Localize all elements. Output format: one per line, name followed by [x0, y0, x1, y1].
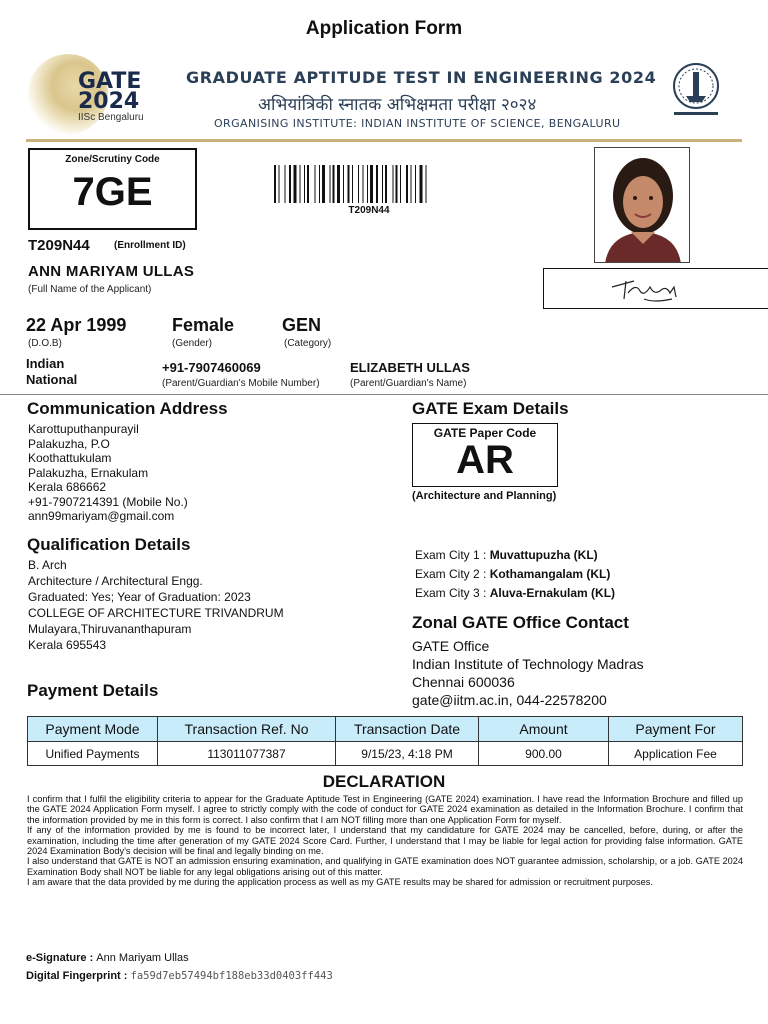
qualification-heading: Qualification Details	[27, 535, 191, 554]
declaration-paragraph: I confirm that I fulfil the eligibility criteria to appear for the Graduate Aptitude Test in Engineering (GATE 2024) examination. I have read the Information Brochure and filled up the GATE 2024 Application Form myself. I agree to strictly comply with the code of conduct for GATE 2024 examination as detailed in the Information Brochure. I confirm that the information provided by me in this form is correct. I also confirm that I am NOT filling more than one Application Form for myself.	[27, 794, 743, 825]
col-amount: Amount	[479, 717, 609, 742]
zonal-line: gate@iitm.ac.in, 044-22578200	[412, 692, 607, 708]
signature-box	[543, 268, 768, 309]
col-transaction-ref: Transaction Ref. No	[158, 717, 336, 742]
address-line: Koothattukulam	[28, 451, 112, 465]
declaration-paragraph: I am aware that the data provided by me during the application process as well as my GATE results may be shared for admission or recruitment purposes.	[27, 877, 653, 888]
category-value: GEN	[282, 315, 322, 335]
zonal-line: GATE Office	[412, 638, 490, 654]
declaration-paragraph: If any of the information provided by me is found to be incorrect later, I understand that my candidature for GATE 2024 may be cancelled, before, during, or after the examination, including the time after generation of my GATE 2024 Score Card. Further, I understand that I may be liable for legal action for providing false information. GATE 2024 Examination Body’s decision will be final and legally binding on me.	[27, 825, 743, 857]
exam-details-heading: GATE Exam Details	[412, 399, 569, 418]
qualification-line: COLLEGE OF ARCHITECTURE TRIVANDRUM	[28, 606, 284, 620]
applicant-name: ANN MARIYAM ULLAS	[28, 263, 195, 280]
zone-code-value: 7GE	[72, 170, 153, 214]
col-payment-for: Payment For	[609, 717, 743, 742]
col-payment-mode: Payment Mode	[28, 717, 158, 742]
address-email: ann99mariyam@gmail.com	[28, 509, 175, 523]
cell-transaction-date: 9/15/23, 4:18 PM	[336, 742, 479, 766]
address-line: Palakuzha, Ernakulam	[28, 465, 149, 480]
zonal-line: Indian Institute of Technology Madras	[412, 656, 644, 672]
section-divider	[0, 394, 768, 395]
barcode-text: T209N44	[348, 205, 390, 216]
paper-code-box	[412, 423, 558, 487]
address-mobile: +91-7907214391 (Mobile No.)	[28, 494, 188, 509]
exam-title-hindi: अभियांत्रिकी स्नातक अभिक्षमता परीक्षा २०२४	[258, 95, 537, 115]
col-transaction-date: Transaction Date	[336, 717, 479, 742]
qualification-details	[28, 557, 284, 653]
qualification-line: Graduated: Yes; Year of Graduation: 2023	[28, 590, 251, 604]
zone-code-box	[28, 148, 197, 230]
logo-year: 2024	[78, 89, 140, 114]
enrollment-id: T209N44	[28, 237, 90, 254]
paper-code-label: GATE Paper Code	[433, 426, 537, 440]
exam-title-english: GRADUATE APTITUDE TEST IN ENGINEERING 2024	[186, 68, 657, 87]
table-row	[28, 742, 743, 766]
address-line: Karottuputhanpurayil	[28, 422, 139, 436]
guardian-mobile: +91-7907460069	[162, 360, 261, 375]
cell-amount: 900.00	[479, 742, 609, 766]
dob-label: (D.O.B)	[28, 338, 62, 349]
zonal-office-contact	[412, 637, 644, 709]
guardian-name-label: (Parent/Guardian's Name)	[350, 378, 467, 389]
address-line: Kerala 686662	[28, 480, 107, 494]
page-title: Application Form	[305, 18, 463, 39]
communication-address	[28, 422, 188, 524]
declaration-text	[27, 794, 743, 888]
photo-portrait-icon	[595, 148, 690, 263]
zone-code-label: Zone/Scrutiny Code	[65, 154, 160, 165]
nationality: Indian National	[26, 356, 78, 387]
paper-name: (Architecture and Planning)	[412, 490, 557, 502]
exam-city-1: Exam City 1 : Muvattupuzha (KL)	[415, 548, 598, 562]
applicant-photo	[594, 147, 690, 263]
qualification-line: B. Arch	[28, 558, 67, 572]
guardian-mobile-label: (Parent/Guardian's Mobile Number)	[162, 378, 320, 389]
organiser-line: ORGANISING INSTITUTE: INDIAN INSTITUTE OF SCIENCE, BENGALURU	[214, 117, 621, 130]
e-signature: e-Signature : Ann Mariyam Ullas	[26, 952, 189, 964]
declaration-heading: DECLARATION	[322, 772, 446, 791]
cell-payment-for: Application Fee	[609, 742, 743, 766]
gender-label: (Gender)	[172, 338, 213, 349]
zonal-line: Chennai 600036	[412, 674, 515, 690]
exam-city-3: Exam City 3 : Aluva-Ernakulam (KL)	[415, 586, 616, 600]
declaration-paragraph: I also understand that GATE is NOT an admission ensuring examination, and qualifying in GATE examination does NOT guarantee admission, scholarship, or a job. GATE 2024 Examination Body shall NOT be liable for any legal obligations arising out of this matter.	[27, 856, 743, 877]
digital-fingerprint: Digital Fingerprint : fa59d7eb57494bf188eb33d0403ff443	[26, 970, 333, 982]
applicant-name-label: (Full Name of the Applicant)	[28, 284, 152, 295]
qualification-line: Kerala 695543	[28, 638, 107, 652]
payment-table	[27, 716, 743, 766]
exam-city-2: Exam City 2 : Kothamangalam (KL)	[415, 567, 611, 581]
enrollment-id-label: (Enrollment ID)	[114, 240, 186, 251]
cell-payment-mode: Unified Payments	[28, 742, 158, 766]
category-label: (Category)	[284, 338, 332, 349]
qualification-line: Architecture / Architectural Engg.	[28, 574, 203, 588]
guardian-name: ELIZABETH ULLAS	[350, 360, 470, 375]
payment-heading: Payment Details	[27, 681, 159, 700]
iisc-emblem-icon	[664, 58, 728, 122]
cell-transaction-ref: 113011077387	[158, 742, 336, 766]
logo-name: GATE	[78, 69, 142, 94]
handwritten-signature	[544, 269, 768, 310]
dob-value: 22 Apr 1999	[26, 315, 127, 335]
communication-heading: Communication Address	[27, 399, 228, 418]
zonal-office-heading: Zonal GATE Office Contact	[412, 613, 629, 632]
paper-code-value: AR	[456, 438, 514, 482]
payment-table-header	[28, 717, 743, 742]
barcode	[274, 165, 464, 203]
address-line: Palakuzha, P.O	[28, 436, 110, 451]
gate-logo	[28, 54, 146, 134]
gender-value: Female	[172, 315, 235, 335]
qualification-line: Mulayara,Thiruvananthapuram	[28, 622, 192, 636]
logo-subtitle: IISc Bengaluru	[78, 112, 144, 123]
